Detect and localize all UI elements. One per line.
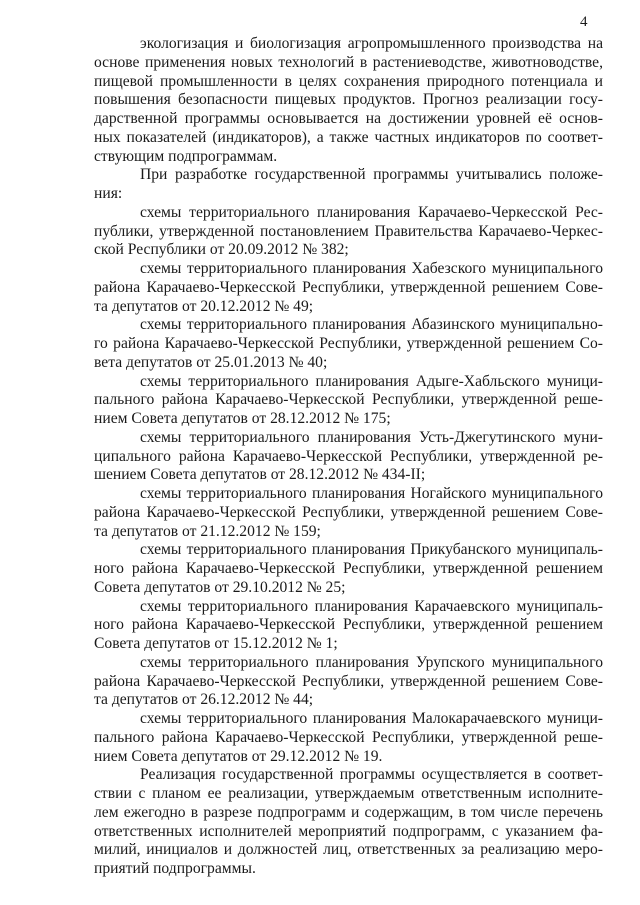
- text-line: вета депутатов от 25.01.2013 № 40;: [94, 353, 328, 371]
- text-line: схемы территориального планирования Урупского муниципального: [140, 653, 603, 671]
- document-body: [94, 35, 603, 879]
- text-line: ного района Карачаево-Черкесской Республики, утвержденной решением: [94, 616, 603, 634]
- text-line: пального района Карачаево-Черкесской Республики, утвержденной реше-: [94, 728, 603, 746]
- text-line: схемы территориального планирования Хабезского муниципального: [140, 260, 603, 277]
- text-line: публики, утвержденной постановлением Правительства Карачаево-Черкес-: [94, 222, 603, 240]
- text-line: схемы территориального планирования Прикубанского муниципаль-: [140, 541, 603, 559]
- text-line: милий, инициалов и должностей лиц, ответственных за реализацию меро-: [94, 841, 603, 859]
- text-line: ных показателей (индикаторов), а также частных индикаторов по соответ-: [94, 128, 603, 146]
- text-line: Реализация государственной программы осуществляется в соответ-: [140, 766, 603, 784]
- text-line: ответственных исполнителей мероприятий подпрограмм, с указанием фа-: [94, 822, 603, 840]
- text-line: Совета депутатов от 15.12.2012 № 1;: [94, 635, 338, 652]
- text-line: района Карачаево-Черкесской Республики, утвержденной решением Сове-: [94, 503, 603, 521]
- text-line: ствии с планом ее реализации, утверждаемым ответственным исполните-: [94, 785, 603, 802]
- text-line: схемы территориального планирования Абазинского муниципально-: [140, 316, 603, 334]
- text-line: схемы территориального планирования Адыге-Хабльского муници-: [140, 372, 603, 390]
- text-line: ния:: [94, 185, 123, 202]
- text-line: та депутатов от 20.12.2012 № 49;: [94, 297, 314, 315]
- text-line: дарственной программы основывается на достижении уровней её основ-: [94, 110, 603, 127]
- text-line: ципального района Карачаево-Черкесской Республики, утвержденной ре-: [94, 447, 603, 465]
- text-line: ской Республики от 20.09.2012 № 382;: [94, 241, 349, 259]
- page-number: 4: [580, 14, 588, 30]
- text-line: приятий подпрограммы.: [94, 860, 256, 877]
- text-line: ствующим подпрограммам.: [94, 147, 278, 165]
- text-line: нием Совета депутатов от 28.12.2012 № 175;: [94, 410, 391, 427]
- text-line: района Карачаево-Черкесской Республики, утвержденной решением Сове-: [94, 672, 603, 690]
- text-line: та депутатов от 21.12.2012 № 159;: [94, 522, 321, 540]
- text-line: Совета депутатов от 29.10.2012 № 25;: [94, 578, 346, 596]
- text-line: лем ежегодно в разрезе подпрограмм и содержащим, в том числе перечень: [94, 803, 603, 821]
- text-line: экологизация и биологизация агропромышленного производства на: [140, 35, 603, 52]
- text-line: го района Карачаево-Черкесской Республики, утвержденной решением Со-: [94, 335, 603, 352]
- text-line: схемы территориального планирования Малокарачаевского муници-: [140, 710, 603, 727]
- text-line: нием Совета депутатов от 29.12.2012 № 19.: [94, 747, 383, 765]
- text-line: ного района Карачаево-Черкесской Республики, утвержденной решением: [94, 560, 603, 577]
- text-line: схемы территориального планирования Усть-Джегутинского муни-: [140, 428, 603, 446]
- text-line: повышения безопасности пищевых продуктов. Прогноз реализации госу-: [94, 91, 603, 109]
- text-line: пищевой промышленности в целях сохранения природного потенциала и: [94, 72, 603, 90]
- text-line: схемы территориального планирования Ногайского муниципального: [140, 485, 603, 502]
- text-line: схемы территориального планирования Карачаево-Черкесской Рес-: [140, 203, 603, 221]
- text-line: При разработке государственной программы учитывались положе-: [140, 166, 603, 184]
- text-line: пального района Карачаево-Черкесской Республики, утвержденной реше-: [94, 391, 603, 409]
- text-line: та депутатов от 26.12.2012 № 44;: [94, 691, 314, 709]
- text-line: района Карачаево-Черкесской Республики, утвержденной решением Сове-: [94, 278, 603, 296]
- text-line: шением Совета депутатов от 28.12.2012 № 434-II;: [94, 466, 426, 484]
- text-line: основе применения новых технологий в растениеводстве, животноводстве,: [94, 53, 603, 71]
- text-line: схемы территориального планирования Карачаевского муниципаль-: [140, 597, 603, 615]
